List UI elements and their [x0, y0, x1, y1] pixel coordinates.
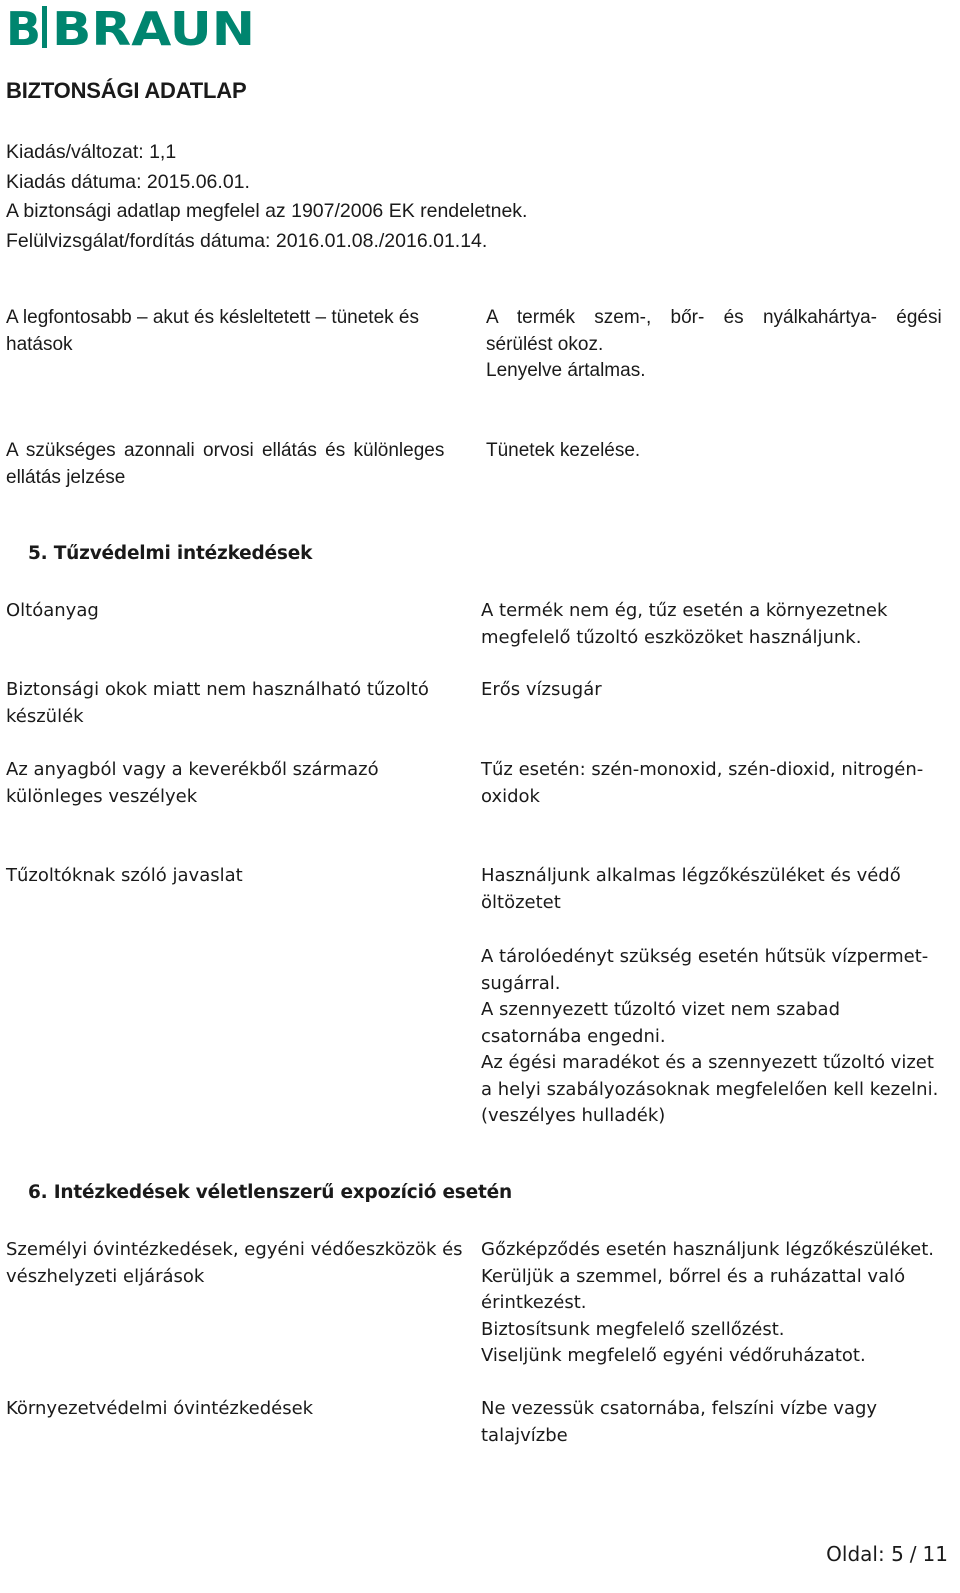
environmental-precautions-label-line: Környezetvédelmi óvintézkedések — [6, 1398, 314, 1419]
firefighter-advice-value-line: Használjunk alkalmas légzőkészüléket és védő — [481, 865, 901, 886]
firefighter-extra-notes — [481, 944, 938, 1130]
logo-divider — [42, 6, 47, 48]
unsuitable-extinguisher-label-line: készülék — [6, 705, 84, 727]
personal-precautions-value-line: Viseljünk megfelelő egyéni védőruházatot. — [481, 1345, 866, 1366]
b-braun-logo-mark — [6, 4, 256, 50]
extinguisher-label-line: Oltóanyag — [6, 600, 99, 621]
page-separator: / — [909, 1542, 917, 1566]
environmental-precautions-value-line: talajvízbe — [481, 1424, 568, 1446]
section-6-heading: 6. Intézkedések véletlenszerű expozíció esetén — [28, 1182, 512, 1203]
extinguisher-value-line: megfelelő tűzoltó eszközöket használjunk. — [481, 626, 862, 648]
firefighter-note-line: A szennyezett tűzoltó vizet nem szabad — [481, 999, 840, 1020]
medical-value: Tünetek kezelése. — [486, 440, 641, 461]
page-prefix: Oldal: — [826, 1542, 885, 1566]
special-hazards-value — [481, 757, 923, 810]
document-title: BIZTONSÁGI ADATLAP — [6, 78, 247, 103]
firefighter-note-line: a helyi szabályozásoknak megfelelően kell kezelni. — [481, 1078, 939, 1100]
personal-precautions-value-line: Biztosítsunk megfelelő szellőzést. — [481, 1318, 785, 1340]
personal-precautions-value-line: Kerüljük a szemmel, bőrrel és a ruházattal való — [481, 1265, 906, 1287]
extinguisher-label — [6, 598, 99, 625]
logo-letter-b: B — [6, 4, 42, 50]
unsuitable-extinguisher-value — [481, 677, 602, 704]
symptoms-label — [6, 305, 468, 358]
medical-label — [6, 438, 468, 491]
symptoms-value-line: sérülést okoz. — [486, 333, 604, 355]
current-page: 5 — [891, 1542, 904, 1566]
symptoms-value-line: Lenyelve ártalmas. — [486, 360, 646, 381]
personal-precautions-value — [481, 1237, 934, 1370]
unsuitable-extinguisher-label — [6, 677, 429, 730]
unsuitable-extinguisher-value-line: Erős vízsugár — [481, 679, 602, 700]
special-hazards-value-line: Tűz esetén: szén-monoxid, szén-dioxid, nitrogén- — [481, 759, 924, 780]
logo-word: BRAUN — [52, 4, 255, 50]
medical-label-line: ellátás jelzése — [6, 466, 126, 488]
total-pages: 11 — [922, 1542, 948, 1566]
personal-precautions-label — [6, 1237, 463, 1290]
medical-label-line: A szükséges azonnali orvosi ellátás és különleges — [6, 440, 445, 461]
meta-version: Kiadás/változat: 1,1 — [6, 141, 177, 163]
firefighter-advice-label — [6, 863, 243, 890]
firefighter-advice-value — [481, 863, 901, 916]
extinguisher-value — [481, 598, 887, 651]
meta-revision-date: Felülvizsgálat/fordítás dátuma: 2016.01.08./2016.01.14. — [6, 229, 488, 252]
symptoms-value — [486, 305, 946, 385]
environmental-precautions-label — [6, 1396, 313, 1423]
environmental-precautions-value-line: Ne vezessük csatornába, felszíni vízbe vagy — [481, 1398, 878, 1419]
personal-precautions-label-line: Személyi óvintézkedések, egyéni védőeszközök és — [6, 1239, 463, 1260]
meta-regulation: A biztonsági adatlap megfelel az 1907/2006 EK rendeletnek. — [6, 200, 528, 223]
special-hazards-value-line: oxidok — [481, 785, 540, 807]
firefighter-advice-value-line: öltözetet — [481, 891, 561, 913]
firefighter-note-line: A tárolóedényt szükség esetén hűtsük vízpermet- — [481, 946, 929, 967]
special-hazards-label-line: különleges veszélyek — [6, 785, 198, 807]
firefighter-advice-label-line: Tűzoltóknak szóló javaslat — [6, 865, 243, 886]
firefighter-note-line: sugárral. — [481, 972, 561, 994]
symptoms-value-line: A termék szem-, bőr- és nyálkahártya- égési — [486, 307, 942, 328]
personal-precautions-value-line: érintkezést. — [481, 1292, 587, 1313]
special-hazards-label-line: Az anyagból vagy a keverékből származó — [6, 759, 379, 780]
special-hazards-label — [6, 757, 379, 810]
symptoms-label-line: hatások — [6, 333, 73, 355]
personal-precautions-label-line: vészhelyzeti eljárások — [6, 1265, 205, 1287]
symptoms-label-line: A legfontosabb – akut és késleltetett – tünetek és — [6, 307, 419, 328]
page-number — [826, 1542, 948, 1566]
environmental-precautions-value — [481, 1396, 877, 1449]
unsuitable-extinguisher-label-line: Biztonsági okok miatt nem használható tűzoltó — [6, 679, 429, 700]
b-braun-logo — [6, 4, 256, 50]
firefighter-note-line: csatornába engedni. — [481, 1025, 666, 1047]
firefighter-note-line: Az égési maradékot és a szennyezett tűzoltó vizet — [481, 1052, 934, 1073]
meta-issue-date: Kiadás dátuma: 2015.06.01. — [6, 170, 250, 193]
section-5-heading: 5. Tűzvédelmi intézkedések — [28, 543, 313, 564]
extinguisher-value-line: A termék nem ég, tűz esetén a környezetnek — [481, 600, 888, 621]
document-meta — [6, 138, 527, 256]
personal-precautions-value-line: Gőzképződés esetén használjunk légzőkészüléket. — [481, 1239, 934, 1260]
firefighter-note-line: (veszélyes hulladék) — [481, 1105, 666, 1126]
